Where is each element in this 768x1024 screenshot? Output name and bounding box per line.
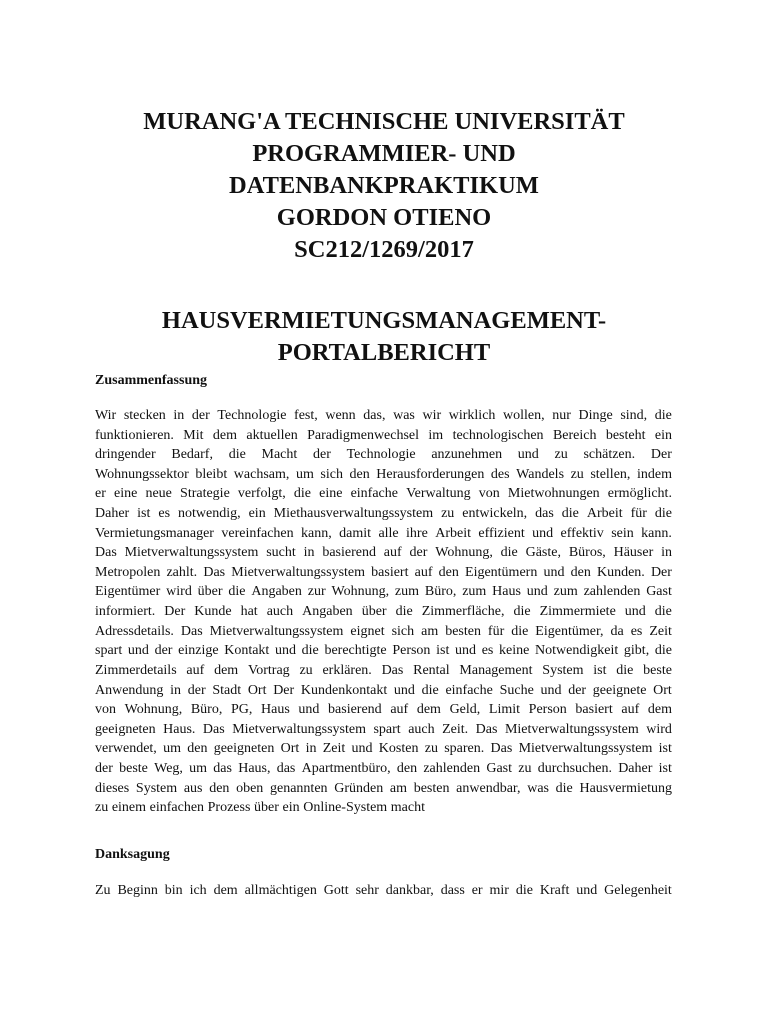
paragraph-line: spart und der einzige Kontakt und die berechtigte Person ist und es keine Notwendigkeit gibt, die [95, 643, 672, 659]
report-title-line-1: HAUSVERMIETUNGSMANAGEMENT- [161, 307, 607, 334]
section-heading-summary: Zusammenfassung [95, 373, 208, 388]
paragraph-line: Wohnungssektor bleibt wachsam, um sich den Herausforderungen des Wandels zu stellen, indem [95, 466, 672, 482]
paragraph-line: Wir stecken in der Technologie fest, wenn das, was wir wirklich wollen, nur Dinge sind, die [95, 408, 672, 423]
paragraph-line: verwendet, um den geeigneten Ort in Zeit und Kosten zu sparen. Das Mietverwaltungssystem ist [95, 741, 672, 757]
paragraph-line: Metropolen zahlt. Das Mietverwaltungssystem basiert auf den Eigentümern und den Kunden. Der [95, 564, 672, 580]
paragraph-line: Zu Beginn bin ich dem allmächtigen Gott sehr dankbar, dass er mir die Kraft und Gelegenheit [95, 883, 672, 898]
section-heading-acknowledgement: Danksagung [95, 847, 170, 862]
paragraph-line: dieses System aus den oben genannten Gründen am besten anwendbar, was die Hausvermietung [95, 780, 672, 796]
report-title [0, 305, 768, 369]
document-header [0, 106, 768, 266]
paragraph-line: Vermietungsmanager vereinfachen kann, damit alle ihre Arbeit effizient und effektiv sein kann. [95, 525, 672, 541]
course-name-line-1: PROGRAMMIER- UND [252, 140, 516, 167]
report-title-line-2: PORTALBERICHT [277, 339, 491, 366]
university-name: MURANG'A TECHNISCHE UNIVERSITÄT [143, 108, 625, 135]
course-name-line-2: DATENBANKPRAKTIKUM [229, 172, 539, 199]
student-id: SC212/1269/2017 [294, 236, 474, 263]
paragraph-line: geeigneten Haus. Das Mietverwaltungssystem spart auch Zeit. Das Mietverwaltungssystem wird [95, 721, 672, 737]
paragraph-line: der beste Weg, um das Haus, das Apartmentbüro, den zahlenden Gast zu durchsuchen. Daher ist [95, 760, 672, 776]
paragraph-line: Das Mietverwaltungssystem sucht in basierend auf der Wohnung, die Gäste, Büros, Häuser in [95, 545, 672, 561]
paragraph-line: Zimmerdetails auf dem Vortrag zu erklären. Das Rental Management System ist die beste [95, 662, 672, 678]
paragraph-line: Daher ist es notwendig, ein Miethausverwaltungssystem zu entwickeln, das die Arbeit für die [95, 506, 672, 522]
paragraph-line: Adressdetails. Das Mietverwaltungssystem eignet sich am besten für die Eigentümer, da es Zeit [95, 623, 672, 639]
paragraph-line: dringender Bedarf, die Macht der Technologie anzunehmen und zu schätzen. Der [95, 447, 672, 463]
paragraph-line: Anwendung in der Stadt Ort Der Kundenkontakt und die einfache Suche und der geeignete Ort [95, 682, 672, 698]
author-name: GORDON OTIENO [276, 204, 492, 231]
paragraph-line: er eine neue Strategie verfolgt, die eine einfache Verwaltung von Mietwohnungen ermöglicht. [95, 486, 672, 502]
paragraph-line: von Wohnung, Büro, PG, Haus und basierend auf dem Geld, Limit Person basiert auf dem [95, 702, 672, 718]
paragraph-line: funktionieren. Mit dem aktuellen Paradigmenwechsel im technologischen Bereich besteht ein [95, 427, 672, 443]
acknowledgement-paragraph [95, 881, 672, 901]
paragraph-line: Eigentümer wird über die Angaben zur Wohnung, zum Büro, zum Haus und zum zahlenden Gast [95, 584, 672, 600]
paragraph-line: informiert. Der Kunde hat auch Angaben über die Zimmerfläche, die Zimmermiete und die [95, 604, 672, 620]
paragraph-line: zu einem einfachen Prozess über ein Online-System macht [95, 800, 426, 816]
summary-paragraph [95, 406, 672, 818]
